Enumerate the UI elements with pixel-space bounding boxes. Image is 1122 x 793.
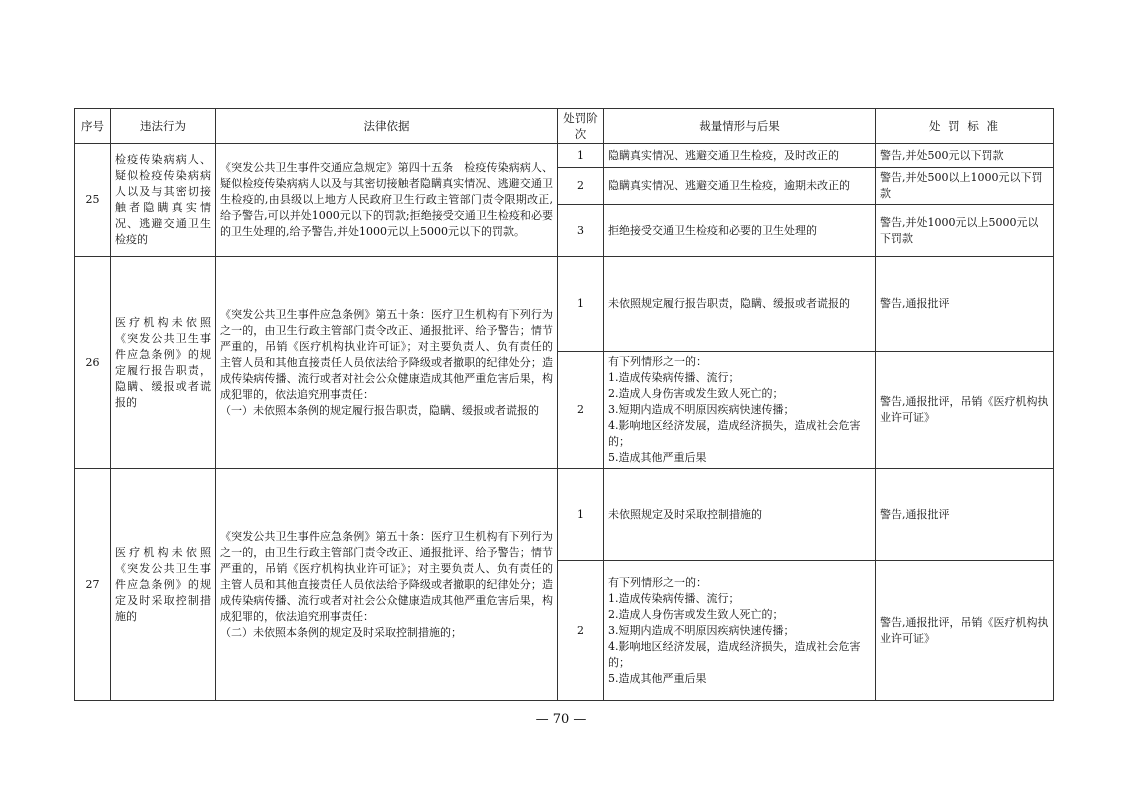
level-situation: 有下列情形之一的： 1.造成传染病传播、流行； 2.造成人身伤害或发生致人死亡的； 3.短期内造成不明原因疾病快速传播； 4.影响地区经济发展，造成经济损失，造成社会危害的； 5.造成其他严重后果 — [604, 561, 876, 701]
level-situation: 未依照规定及时采取控制措施的 — [604, 469, 876, 561]
page-number: — 70 — — [535, 712, 587, 727]
level-standard: 警告,通报批评，吊销《医疗机构执业许可证》 — [876, 352, 1054, 469]
row-seq: 27 — [75, 469, 111, 701]
level-number: 1 — [558, 257, 604, 352]
row-violation: 医疗机构未依照《突发公共卫生事件应急条例》的规定履行报告职责，隐瞒、缓报或者谎报的 — [111, 257, 216, 469]
level-number: 1 — [558, 469, 604, 561]
level-situation: 有下列情形之一的： 1.造成传染病传播、流行； 2.造成人身伤害或发生致人死亡的； 3.短期内造成不明原因疾病快速传播； 4.影响地区经济发展，造成经济损失，造成社会危害的； 5.造成其他严重后果 — [604, 352, 876, 469]
penalty-discretion-table — [74, 108, 1054, 701]
header-legal-basis: 法律依据 — [216, 109, 558, 144]
row-seq: 26 — [75, 257, 111, 469]
level-standard: 警告,并处500元以下罚款 — [876, 144, 1054, 168]
header-row — [75, 109, 1054, 144]
level-situation: 隐瞒真实情况、逃避交通卫生检疫，及时改正的 — [604, 144, 876, 168]
row-violation: 医疗机构未依照《突发公共卫生事件应急条例》的规定及时采取控制措施的 — [111, 469, 216, 701]
header-penalty-standard: 处 罚 标 准 — [876, 109, 1054, 144]
row-legal-basis: 《突发公共卫生事件交通应急规定》第四十五条 检疫传染病病人、疑似检疫传染病病人以及与其密切接触者隐瞒真实情况、逃避交通卫生检疫的,由县级以上地方人民政府卫生行政主管部门责令限期改正,给予警告,可以并处1000元以下的罚款;拒绝接受交通卫生检疫和必要的卫生处理的,给予警告,并处1000元以上5000元以下的罚款。 — [216, 144, 558, 257]
header-situation: 裁量情形与后果 — [604, 109, 876, 144]
level-number: 2 — [558, 352, 604, 469]
table-row — [75, 257, 1054, 352]
level-situation: 拒绝接受交通卫生检疫和必要的卫生处理的 — [604, 205, 876, 257]
row-seq: 25 — [75, 144, 111, 257]
level-number: 1 — [558, 144, 604, 168]
level-standard: 警告,并处500以上1000元以下罚款 — [876, 168, 1054, 205]
table-row — [75, 144, 1054, 168]
table-row — [75, 469, 1054, 561]
level-situation: 未依照规定履行报告职责，隐瞒、缓报或者谎报的 — [604, 257, 876, 352]
row-legal-basis: 《突发公共卫生事件应急条例》第五十条：医疗卫生机构有下列行为之一的，由卫生行政主管部门责令改正、通报批评、给予警告；情节严重的，吊销《医疗机构执业许可证》；对主要负责人、负有责任的主管人员和其他直接责任人员依法给予降级或者撤职的纪律处分；造成传染病传播、流行或者对社会公众健康造成其他严重危害后果，构成犯罪的，依法追究刑事责任： （二）未依照本条例的规定及时采取控制措施的； — [216, 469, 558, 701]
level-situation: 隐瞒真实情况、逃避交通卫生检疫，逾期未改正的 — [604, 168, 876, 205]
row-legal-basis: 《突发公共卫生事件应急条例》第五十条：医疗卫生机构有下列行为之一的，由卫生行政主管部门责令改正、通报批评、给予警告；情节严重的，吊销《医疗机构执业许可证》；对主要负责人、负有责任的主管人员和其他直接责任人员依法给予降级或者撤职的纪律处分；造成传染病传播、流行或者对社会公众健康造成其他严重危害后果，构成犯罪的，依法追究刑事责任： （一）未依照本条例的规定履行报告职责，隐瞒、缓报或者谎报的 — [216, 257, 558, 469]
level-number: 2 — [558, 168, 604, 205]
level-standard: 警告,通报批评 — [876, 257, 1054, 352]
level-number: 2 — [558, 561, 604, 701]
level-standard: 警告,并处1000元以上5000元以下罚款 — [876, 205, 1054, 257]
header-violation: 违法行为 — [111, 109, 216, 144]
header-penalty-level: 处罚阶次 — [558, 109, 604, 144]
level-number: 3 — [558, 205, 604, 257]
row-violation: 检疫传染病病人、疑似检疫传染病病人以及与其密切接触者隐瞒真实情况、逃避交通卫生检疫的 — [111, 144, 216, 257]
level-standard: 警告,通报批评 — [876, 469, 1054, 561]
header-seq: 序号 — [75, 109, 111, 144]
level-standard: 警告,通报批评，吊销《医疗机构执业许可证》 — [876, 561, 1054, 701]
